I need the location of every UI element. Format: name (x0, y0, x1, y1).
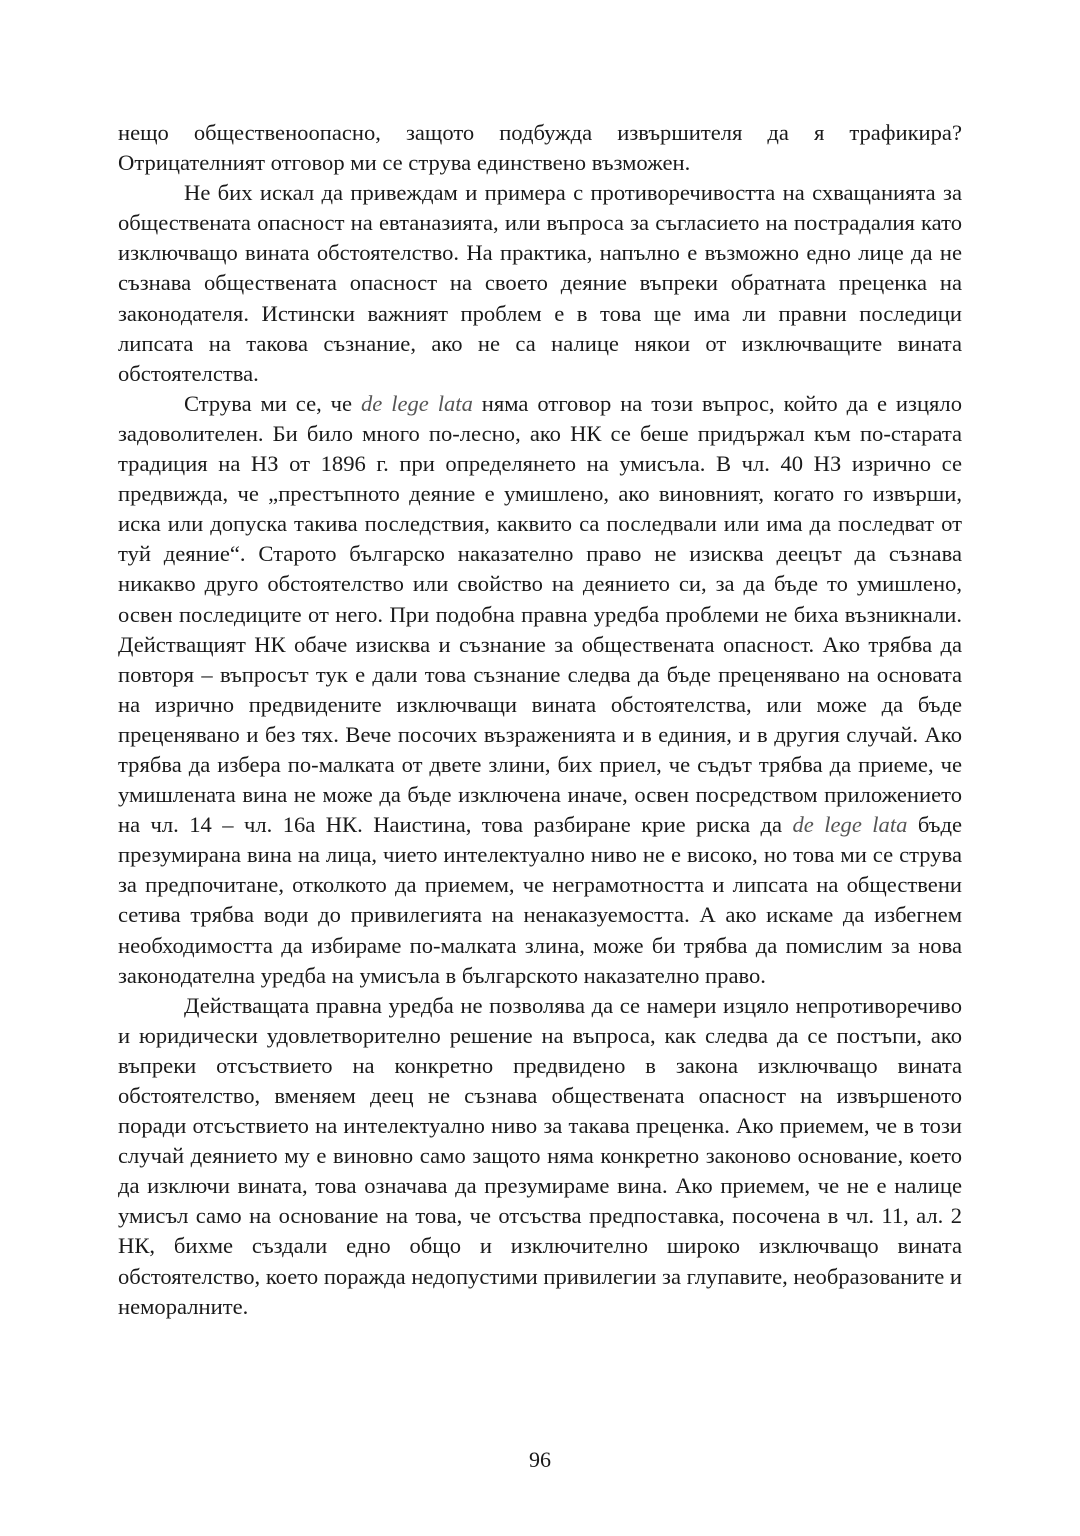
paragraph-1-text: нещо общественоопасно, защото подбужда извършителя да я трафикира? Отрицателният отговор ми се струва единствено възможен. (118, 120, 962, 176)
paragraph-4-text: Действащата правна уредба не позволява да се намери изцяло непротиворечиво и юридически удовлетворително решение на въпроса, как следва да се постъпи, ако въпреки отсъствието на конкретно предвидено в закона изключващо вината обстоятелство, вменяем деец не съзнава обществената опасност на извършеното поради отсъствието на интелектуално ниво за такава преценка. Ако приемем, че в този случай деянието му е виновно само защото няма конкретно законово основание, което да изключи вината, това означава да презумираме вина. Ако приемем, че не е налице умисъл само на основание на това, че отсъства предпоставка, посочена в чл. 11, ал. 2 НК, бихме създали едно общо и изключително широко изключващо вината обстоятелство, което поражда недопустими привилегии за глупавите, необразованите и неморалните. (118, 992, 962, 1319)
latin-phrase-de-lege-lata: de lege lata (792, 812, 908, 838)
latin-phrase-de-lege-lata: de lege lata (360, 390, 473, 416)
page-number: 96 (529, 1447, 551, 1472)
page-body (118, 118, 962, 1322)
paragraph-3-text-a: Струва ми се, че (184, 390, 361, 416)
paragraph-2 (118, 178, 962, 389)
paragraph-3-text-b: няма отговор на този въпрос, който да е изцяло задоволителен. Би било много по-лесно, ако НК се беше придържал към по-старата традиция на НЗ от 1896 г. при определянето на умисъла. В чл. 40 НЗ изрично се предвижда, че „престъпното деяние е умишлено, ако виновният, когато го извърши, иска или допуска такива последствия, каквито са последвали или има да последват от туй деяние“. Старото българско наказателно право не изисква деецът да съзнава никакво друго обстоятелство или свойство на деянието си, за да бъде то умишлено, освен последиците от него. При подобна правна уредба проблеми не биха възникнали. Действащият НК обаче изисква и съзнание за обществената опасност. Ако трябва да повторя – въпросът тук е дали това съзнание следва да бъде преценявано на основата на изрично предвидените изключващи вината обстоятелства, или може да бъде преценявано и без тях. Вече посочих възраженията и в единия, и в другия случай. Ако трябва да избера по-малката от двете злини, бих приел, че съдът трябва да приеме, че умишлената вина не може да бъде изключена иначе, освен посредством приложението на чл. 14 – чл. 16а НК. Наистина, това разбиране крие риска да (118, 390, 963, 838)
paragraph-2-text: Не бих искал да привеждам и примера с противоречивостта на схващанията за обществената опасност на евтаназията, или въпроса за съгласието на пострадалия като изключващо вината обстоятелство. На практика, напълно е възможно едно лице да не съзнава обществената опасност на своето деяние въпреки обратната преценка на законодателя. Истински важният проблем е в това ще има ли правни последици липсата на такова съзнание, ако не са налице някои от изключващите вината обстоятелства. (118, 180, 962, 386)
paragraph-1 (118, 118, 962, 178)
paragraph-3-text-c: бъде презумирана вина на лица, чието интелектуално ниво не е високо, но това ми се струва за предпочитане, отколкото да приемем, че неграмотността и липсата на обществени сетива трябва води до привилегията на ненаказуемостта. А ако искаме да избегнем необходимостта да избираме по-малката злина, може би трябва да помислим за нова законодателна уредба на умисъла в българското наказателно право. (118, 812, 962, 988)
paragraph-3 (118, 389, 962, 991)
paragraph-4 (118, 991, 962, 1322)
